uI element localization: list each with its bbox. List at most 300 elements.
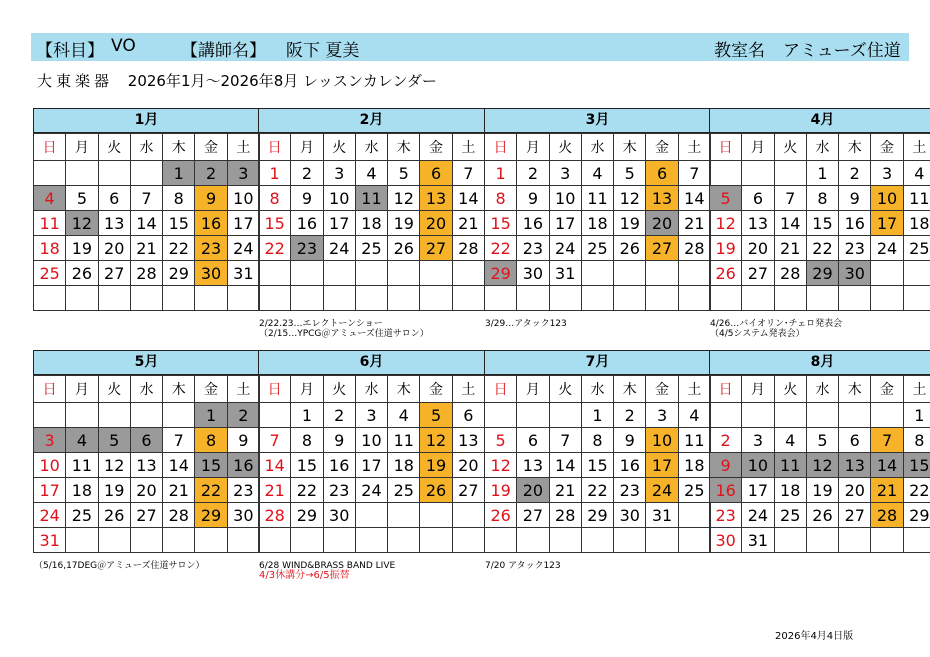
day-cell: 20 [646,211,678,236]
day-cell: 27 [420,236,452,261]
day-cell: 9 [710,453,742,478]
day-cell: 28 [163,503,195,528]
day-cell: 13 [420,186,452,211]
day-cell: 21 [452,211,484,236]
day-cell: 30 [839,261,871,286]
day-cell: 1 [195,403,227,428]
month-calendar [33,350,260,553]
day-cell: 28 [130,261,162,286]
day-cell: 3 [323,161,355,186]
weekday-header: 月 [291,376,323,403]
day-cell: 2 [839,161,871,186]
weekday-header: 土 [678,134,710,161]
weekday-header: 月 [742,376,774,403]
day-cell: 5 [806,428,838,453]
day-cell: 10 [871,186,903,211]
day-cell: 29 [806,261,838,286]
day-cell: 6 [839,428,871,453]
day-cell: 9 [614,428,646,453]
day-cell: 23 [839,236,871,261]
empty-cell [66,528,98,553]
day-cell: 11 [581,186,613,211]
empty-cell [517,528,549,553]
weekday-header: 水 [355,134,387,161]
weekday-header: 木 [614,376,646,403]
day-cell: 25 [774,503,806,528]
empty-cell [98,286,130,311]
weekday-header: 木 [163,376,195,403]
day-cell: 20 [742,236,774,261]
month-notes [485,319,715,329]
day-cell: 5 [420,403,452,428]
day-cell: 14 [678,186,710,211]
day-cell: 15 [195,453,227,478]
month-calendar [484,108,711,311]
day-cell: 30 [517,261,549,286]
day-cell: 31 [227,261,259,286]
day-cell: 31 [34,528,66,553]
empty-cell [678,503,710,528]
day-cell: 1 [259,161,291,186]
empty-cell [34,286,66,311]
day-cell: 22 [291,478,323,503]
day-cell: 10 [646,428,678,453]
empty-cell [871,528,903,553]
weekday-header: 木 [839,376,871,403]
day-cell: 8 [485,186,517,211]
day-cell: 15 [163,211,195,236]
day-cell: 21 [678,211,710,236]
month-notes [710,319,930,339]
day-cell: 27 [646,236,678,261]
month-calendar [33,108,260,311]
weekday-header: 土 [227,134,259,161]
month-grid [484,133,711,311]
weekday-header: 日 [259,376,291,403]
empty-cell [806,528,838,553]
empty-cell [614,261,646,286]
day-cell: 24 [355,478,387,503]
empty-cell [130,286,162,311]
day-cell: 11 [355,186,387,211]
month-calendar [258,350,485,553]
day-cell: 14 [163,453,195,478]
empty-cell [163,403,195,428]
day-cell: 22 [903,478,930,503]
day-cell: 29 [485,261,517,286]
teacher-label: 【講師名】 [181,41,266,61]
day-cell: 29 [903,503,930,528]
day-cell: 7 [452,161,484,186]
weekday-header: 火 [774,134,806,161]
day-cell: 9 [291,186,323,211]
page-subtitle [37,70,437,91]
empty-cell [452,286,484,311]
day-cell: 18 [678,453,710,478]
empty-cell [678,286,710,311]
day-cell: 6 [742,186,774,211]
day-cell: 19 [710,236,742,261]
day-cell: 19 [66,236,98,261]
day-cell: 19 [420,453,452,478]
day-cell: 11 [774,453,806,478]
empty-cell [163,528,195,553]
weekday-header: 日 [34,134,66,161]
day-cell: 22 [581,478,613,503]
day-cell: 25 [581,236,613,261]
empty-cell [549,286,581,311]
empty-cell [452,261,484,286]
day-cell: 20 [452,453,484,478]
day-cell: 19 [485,478,517,503]
empty-cell [485,528,517,553]
weekday-header: 日 [34,376,66,403]
empty-cell [774,286,806,311]
day-cell: 2 [227,403,259,428]
day-cell: 21 [163,478,195,503]
empty-cell [420,503,452,528]
day-cell: 23 [227,478,259,503]
day-cell: 1 [163,161,195,186]
day-cell: 9 [227,428,259,453]
day-cell: 15 [259,211,291,236]
day-cell: 16 [710,478,742,503]
empty-cell [34,161,66,186]
day-cell: 7 [549,428,581,453]
day-cell: 13 [839,453,871,478]
weekday-header: 木 [388,134,420,161]
day-cell: 11 [678,428,710,453]
empty-cell [742,286,774,311]
day-cell: 22 [806,236,838,261]
weekday-header: 金 [646,376,678,403]
day-cell: 19 [388,211,420,236]
day-cell: 11 [34,211,66,236]
day-cell: 24 [646,478,678,503]
month-title: 2月 [258,108,485,133]
empty-cell [614,528,646,553]
month-title: 6月 [258,350,485,375]
empty-cell [871,286,903,311]
day-cell: 6 [517,428,549,453]
day-cell: 13 [452,428,484,453]
day-cell: 30 [323,503,355,528]
empty-cell [581,528,613,553]
day-cell: 18 [903,211,930,236]
day-cell: 17 [227,211,259,236]
day-cell: 22 [485,236,517,261]
day-cell: 26 [806,503,838,528]
day-cell: 7 [871,428,903,453]
day-cell: 8 [259,186,291,211]
weekday-header: 火 [323,134,355,161]
day-cell: 25 [66,503,98,528]
day-cell: 20 [420,211,452,236]
empty-cell [774,403,806,428]
empty-cell [323,528,355,553]
day-cell: 5 [388,161,420,186]
empty-cell [452,503,484,528]
day-cell: 23 [614,478,646,503]
day-cell: 2 [517,161,549,186]
weekday-header: 火 [98,376,130,403]
day-cell: 16 [195,211,227,236]
day-cell: 2 [195,161,227,186]
weekday-header: 月 [517,134,549,161]
weekday-header: 火 [98,134,130,161]
day-cell: 7 [259,428,291,453]
day-cell: 9 [839,186,871,211]
day-cell: 25 [34,261,66,286]
empty-cell [259,528,291,553]
day-cell: 18 [355,211,387,236]
day-cell: 3 [355,403,387,428]
day-cell: 16 [323,453,355,478]
empty-cell [581,286,613,311]
day-cell: 31 [549,261,581,286]
empty-cell [227,528,259,553]
day-cell: 26 [66,261,98,286]
day-cell: 24 [871,236,903,261]
day-cell: 4 [34,186,66,211]
empty-cell [710,286,742,311]
month-notes [485,561,715,571]
header-bar [31,33,909,61]
weekday-header: 火 [549,134,581,161]
empty-cell [130,161,162,186]
day-cell: 4 [355,161,387,186]
empty-cell [646,261,678,286]
day-cell: 24 [323,236,355,261]
weekday-header: 金 [871,134,903,161]
month-title: 7月 [484,350,711,375]
makeup-notes [259,571,489,581]
day-cell: 28 [259,503,291,528]
subject-value: VO [111,36,136,56]
day-cell: 29 [291,503,323,528]
weekday-header: 月 [742,134,774,161]
weekday-header: 月 [66,134,98,161]
day-cell: 5 [66,186,98,211]
empty-cell [291,528,323,553]
weekday-header: 金 [420,376,452,403]
day-cell: 1 [806,161,838,186]
day-cell: 21 [130,236,162,261]
day-cell: 21 [259,478,291,503]
day-cell: 26 [710,261,742,286]
day-cell: 14 [130,211,162,236]
day-cell: 5 [614,161,646,186]
day-cell: 12 [420,428,452,453]
day-cell: 25 [678,478,710,503]
subject-label: 【科目】 [36,41,104,61]
day-cell: 28 [452,236,484,261]
day-cell: 18 [66,478,98,503]
day-cell: 2 [291,161,323,186]
day-cell: 20 [130,478,162,503]
shop-name: 大東楽器 [37,72,114,90]
day-cell: 11 [388,428,420,453]
day-cell: 25 [388,478,420,503]
empty-cell [806,403,838,428]
empty-cell [517,403,549,428]
day-cell: 14 [259,453,291,478]
day-cell: 8 [195,428,227,453]
day-cell: 17 [549,211,581,236]
day-cell: 15 [903,453,930,478]
day-cell: 14 [549,453,581,478]
empty-cell [871,261,903,286]
month-grid [258,375,485,553]
month-grid [484,375,711,553]
weekday-header: 日 [485,134,517,161]
empty-cell [259,403,291,428]
empty-cell [420,261,452,286]
day-cell: 15 [291,453,323,478]
day-cell: 17 [355,453,387,478]
day-cell: 24 [742,503,774,528]
day-cell: 12 [806,453,838,478]
empty-cell [806,286,838,311]
day-cell: 30 [614,503,646,528]
day-cell: 21 [871,478,903,503]
day-cell: 18 [581,211,613,236]
day-cell: 14 [774,211,806,236]
month-grid [33,375,260,553]
empty-cell [839,286,871,311]
day-cell: 16 [291,211,323,236]
day-cell: 17 [742,478,774,503]
empty-cell [388,261,420,286]
note-line: （4/5システム発表会） [710,329,805,339]
day-cell: 31 [646,503,678,528]
empty-cell [323,286,355,311]
empty-cell [742,161,774,186]
day-cell: 22 [259,236,291,261]
empty-cell [130,403,162,428]
empty-cell [485,403,517,428]
day-cell: 6 [452,403,484,428]
month-title: 1月 [33,108,260,133]
weekday-header: 土 [452,134,484,161]
empty-cell [871,403,903,428]
day-cell: 15 [581,453,613,478]
weekday-header: 土 [903,376,930,403]
day-cell: 27 [517,503,549,528]
day-cell: 3 [871,161,903,186]
day-cell: 26 [388,236,420,261]
school-value: アミューズ住道 [783,41,901,61]
weekday-header: 土 [452,376,484,403]
day-cell: 1 [291,403,323,428]
empty-cell [549,528,581,553]
empty-cell [388,528,420,553]
day-cell: 8 [291,428,323,453]
month-title: 3月 [484,108,711,133]
empty-cell [34,403,66,428]
weekday-header: 金 [195,134,227,161]
day-cell: 30 [195,261,227,286]
empty-cell [98,403,130,428]
day-cell: 21 [549,478,581,503]
day-cell: 3 [646,403,678,428]
empty-cell [678,261,710,286]
day-cell: 23 [323,478,355,503]
weekday-header: 木 [614,134,646,161]
day-cell: 8 [903,428,930,453]
day-cell: 18 [34,236,66,261]
day-cell: 29 [581,503,613,528]
day-cell: 11 [903,186,930,211]
day-cell: 17 [646,453,678,478]
month-grid [33,133,260,311]
day-cell: 19 [806,478,838,503]
weekday-header: 水 [581,134,613,161]
empty-cell [355,528,387,553]
day-cell: 31 [742,528,774,553]
weekday-header: 水 [355,376,387,403]
day-cell: 12 [66,211,98,236]
day-cell: 2 [710,428,742,453]
weekday-header: 水 [806,134,838,161]
empty-cell [259,286,291,311]
day-cell: 15 [485,211,517,236]
empty-cell [903,528,930,553]
note-line: 4/26…バイオリン･チェロ発表会 [710,319,843,329]
note-line: 7/20 アタック123 [485,561,561,571]
weekday-header: 日 [259,134,291,161]
empty-cell [130,528,162,553]
day-cell: 17 [323,211,355,236]
empty-cell [452,528,484,553]
day-cell: 16 [839,211,871,236]
day-cell: 3 [34,428,66,453]
weekday-header: 土 [678,376,710,403]
day-cell: 16 [517,211,549,236]
school-label: 教室名 [714,41,765,61]
weekday-header: 月 [517,376,549,403]
weekday-header: 日 [710,376,742,403]
weekday-header: 木 [839,134,871,161]
weekday-header: 木 [388,376,420,403]
empty-cell [66,161,98,186]
day-cell: 7 [678,161,710,186]
weekday-header: 火 [549,376,581,403]
weekday-header: 水 [581,376,613,403]
weekday-header: 金 [646,134,678,161]
weekday-header: 火 [323,376,355,403]
empty-cell [388,503,420,528]
month-calendar [258,108,485,311]
day-cell: 8 [163,186,195,211]
day-cell: 27 [839,503,871,528]
day-cell: 10 [742,453,774,478]
day-cell: 3 [549,161,581,186]
day-cell: 13 [517,453,549,478]
weekday-header: 土 [227,376,259,403]
day-cell: 12 [485,453,517,478]
day-cell: 10 [323,186,355,211]
empty-cell [291,261,323,286]
day-cell: 21 [774,236,806,261]
day-cell: 12 [388,186,420,211]
empty-cell [355,286,387,311]
month-calendar [709,108,930,311]
day-cell: 23 [710,503,742,528]
day-cell: 23 [517,236,549,261]
empty-cell [355,261,387,286]
day-cell: 30 [710,528,742,553]
